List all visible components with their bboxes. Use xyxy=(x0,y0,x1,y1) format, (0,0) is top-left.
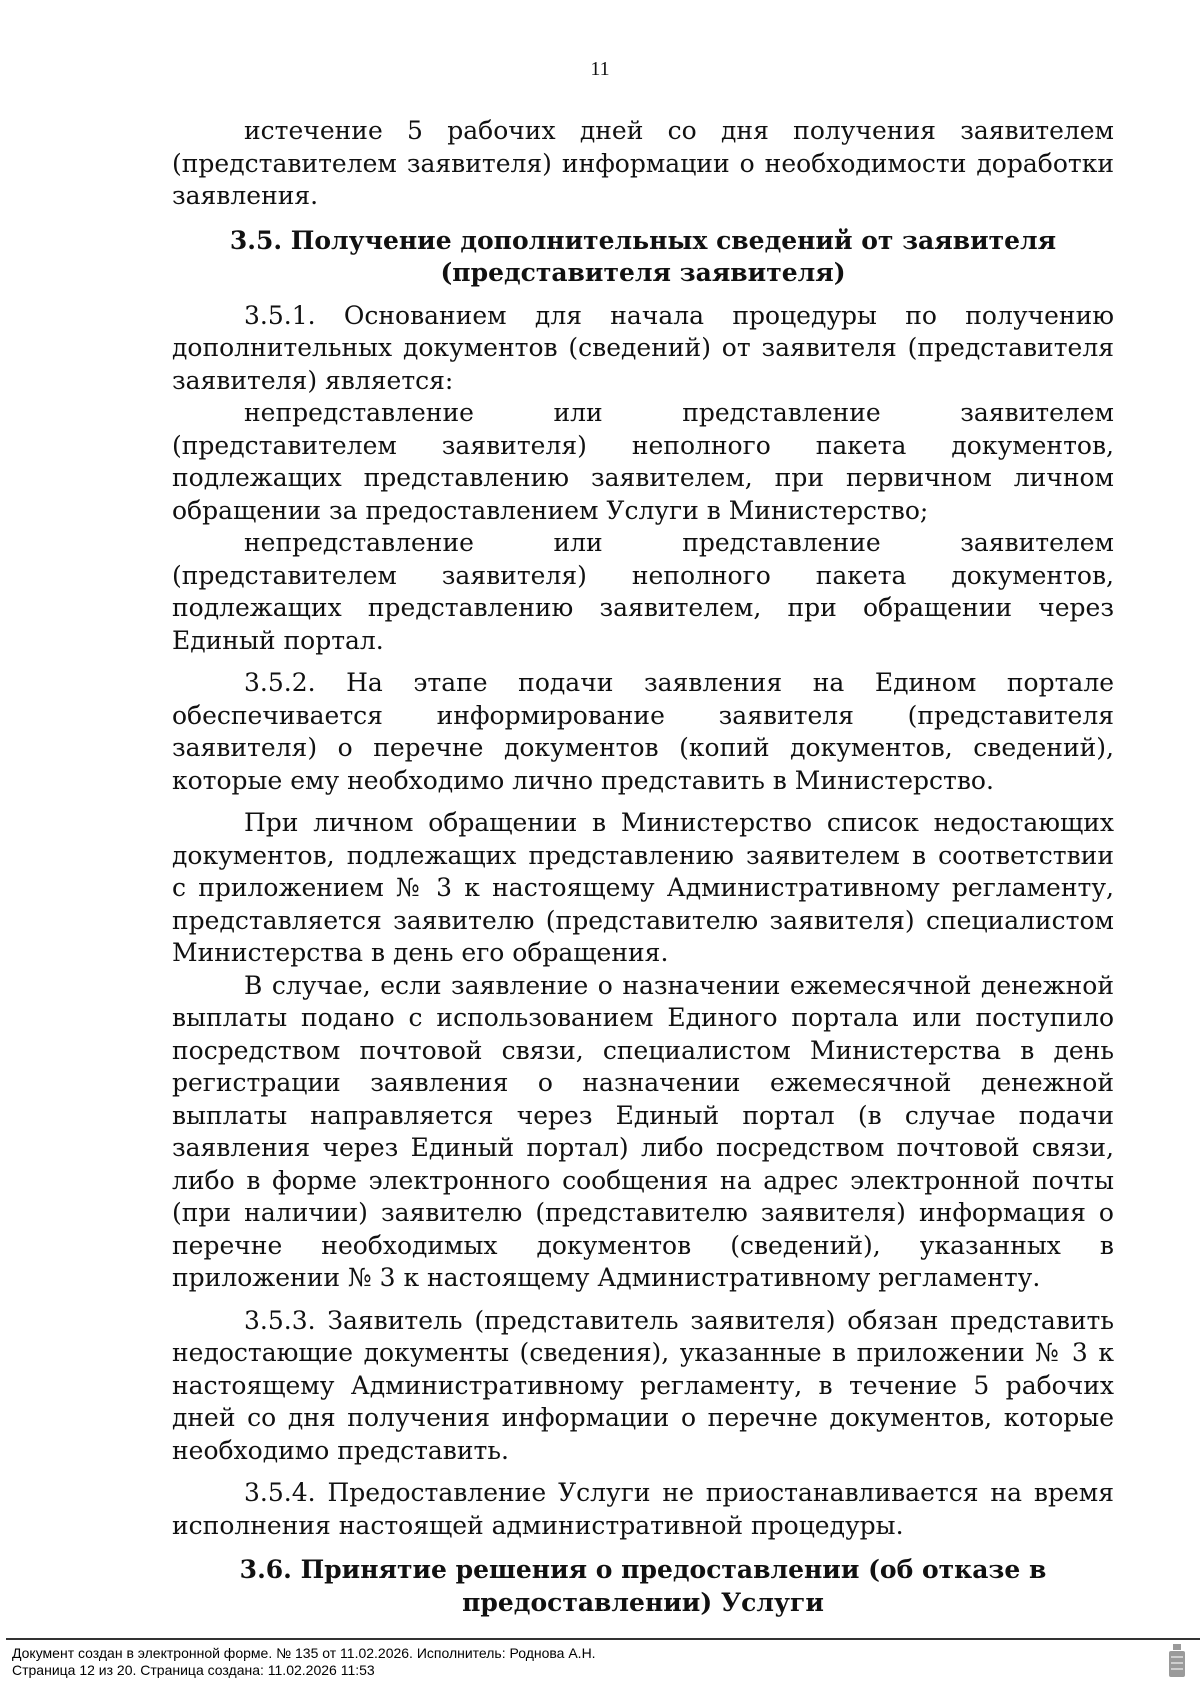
document-body xyxy=(172,115,1114,1629)
paragraph-3-5-3: 3.5.3. Заявитель (представитель заявителя) обязан представить недостающие документы (сведения), указанные в приложении № 3 к настоящему Административному регламенту, в течение 5 рабочих дней со дня получения информации о перечне документов, которые необходимо представить. xyxy=(172,1305,1114,1465)
paragraph-3-5-1: 3.5.1. Основанием для начала процедуры по получению дополнительных документов (сведений) от заявителя (представителя заявителя) является: xyxy=(172,300,1114,395)
page-number: 11 xyxy=(590,58,610,80)
paragraph-3-5-1-item-b: непредставление или представление заявителем (представителем заявителя) неполного пакета документов, подлежащих представлению заявителем, при обращении через Единый портал. xyxy=(172,528,1114,655)
footer-line-page-info: Страница 12 из 20. Страница создана: 11.02.2026 11:53 xyxy=(12,1662,375,1678)
paragraph-3-5-2: 3.5.2. На этапе подачи заявления на Едином портале обеспечивается информирование заявителя (представителя заявителя) о перечне документов (копий документов, сведений), которые ему необходимо лично представить в Министерство. xyxy=(172,668,1114,795)
paragraph-3-5-2-personal: При личном обращении в Министерство список недостающих документов, подлежащих представлению заявителем в соответствии с приложением № 3 к настоящему Административному регламенту, представляется заявителю (представителю заявителя) специалистом Министерства в день его обращения. xyxy=(172,808,1114,967)
paragraph-3-5-2-portal: В случае, если заявление о назначении ежемесячной денежной выплаты подано с использованием Единого портала или поступило посредством почтовой связи, специалистом Министерства в день регистрации заявления о назначении ежемесячной денежной выплаты направляется через Единый портал (в случае подачи заявления через Единый портал) либо посредством почтовой связи, либо в форме электронного сообщения на адрес электронной почты (при наличии) заявителю (представителю заявителя) информация о перечне необходимых документов (сведений), указанных в приложении № 3 к настоящему Административному регламенту. xyxy=(172,970,1114,1292)
document-footer xyxy=(12,1645,596,1679)
footer-line-document-info: Документ создан в электронной форме. № 135 от 11.02.2026. Исполнитель: Роднова А.Н. xyxy=(12,1645,596,1661)
paragraph-3-5-4: 3.5.4. Предоставление Услуги не приостанавливается на время исполнения настоящей административной процедуры. xyxy=(172,1478,1114,1540)
section-heading-3-6: 3.6. Принятие решения о предоставлении (об отказе в предоставлении) Услуги xyxy=(239,1555,1047,1617)
footer-divider xyxy=(6,1638,1200,1640)
paragraph-intro: истечение 5 рабочих дней со дня получения заявителем (представителем заявителя) информации о необходимости доработки заявления. xyxy=(172,116,1114,210)
paragraph-3-5-1-item-a: непредставление или представление заявителем (представителем заявителя) неполного пакета документов, подлежащих представлению заявителем, при первичном личном обращении за предоставлением Услуги в Министерство; xyxy=(172,398,1114,525)
emblem-icon xyxy=(1166,1642,1188,1682)
section-heading-3-5: 3.5. Получение дополнительных сведений от заявителя (представителя заявителя) xyxy=(229,225,1057,287)
